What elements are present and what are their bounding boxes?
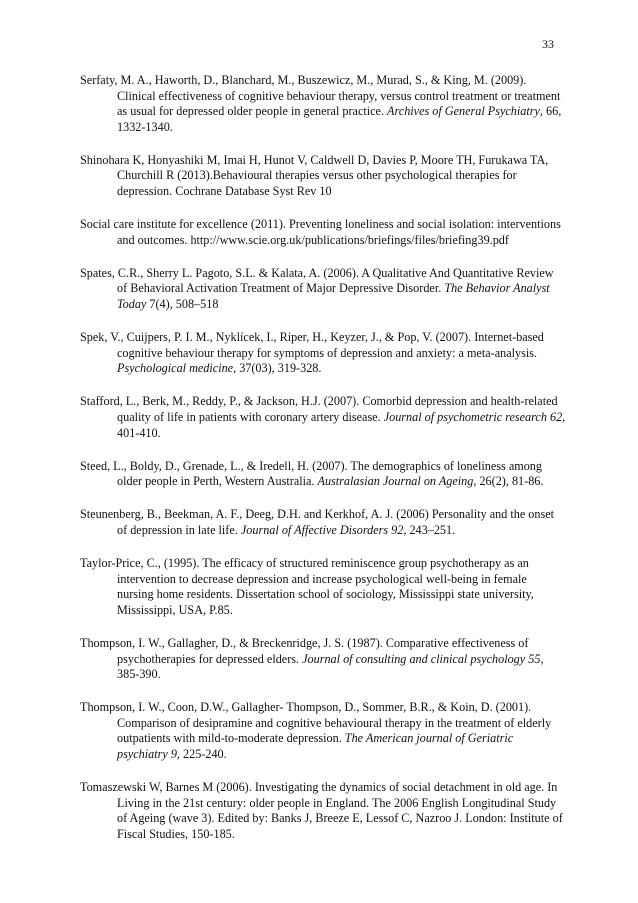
reference-source: Journal of consulting and clinical psychology 55 — [302, 651, 541, 666]
reference-entry — [80, 780, 566, 842]
page-number: 33 — [542, 37, 554, 51]
reference-entry — [80, 636, 566, 683]
reference-source: Journal of psychometric research 62, — [383, 410, 566, 424]
reference-details: 26(2), 81-86. — [476, 474, 544, 489]
reference-details: 401-410. — [117, 425, 161, 440]
reference-entry — [80, 507, 566, 538]
reference-entry — [80, 459, 566, 490]
reference-text: Spates, C.R., Sherry L. Pagoto, S.L. & Kalata, A. (2006). A Qualitative And Quantitative Review of Behavioral Activation Treatment of Major Depressive Disorder. — [80, 265, 554, 296]
reference-text: Stafford, L., Berk, M., Reddy, P., & Jackson, H.J. (2007). Comorbid depression and health-related quality of life in patients with coronary artery disease. — [80, 394, 558, 424]
reference-entry — [80, 556, 566, 618]
reference-entry — [80, 394, 566, 441]
reference-text: Spek, V., Cuijpers, P. I. M., Nyklícek, I., Riper, H., Keyzer, J., & Pop, V. (2007). Internet-based cognitive behaviour therapy for symptoms of depression and anxiety: a meta-analysis. — [80, 330, 544, 360]
reference-details: , 243–251. — [403, 522, 456, 537]
reference-entry — [80, 266, 566, 313]
reference-entry — [80, 700, 566, 762]
reference-source: The Behavior Analyst Today — [117, 281, 550, 312]
reference-source: The American journal of Geriatric psychiatry 9, — [117, 731, 514, 761]
reference-details: , 66, 1332-1340. — [117, 104, 562, 134]
reference-details: , 37(03), 319-328. — [233, 361, 322, 376]
reference-text: Thompson, I. W., Coon, D.W., Gallagher- Thompson, D., Sommer, B.R., & Koin, D. (2001). Comparison of desipramine and cognitive behavioural therapy in the treatment of elderly outpatients with mild-to-moderate depression. — [80, 700, 552, 746]
reference-text: Tomaszewski W, Barnes M (2006). Investigating the dynamics of social detachment in old age. In Living in the 21st century: older people in England. The 2006 English Longitudinal Study of Ageing (wave 3). Edited by: Banks J, Breeze E, Lessof C, Nazroo J. London: Institute of Fiscal Studies, 150-185. — [80, 780, 563, 841]
reference-source: Archives of General Psychiatry — [387, 104, 540, 119]
reference-text: Steunenberg, B., Beekman, A. F., Deeg, D.H. and Kerkhof, A. J. (2006) Personality and the onset of depression in late life. — [80, 507, 555, 537]
reference-entry — [80, 217, 566, 248]
reference-source: Australasian Journal on Ageing, — [317, 474, 477, 489]
reference-text: Thompson, I. W., Gallagher, D., & Breckenridge, J. S. (1987). Comparative effectiveness of psychotherapies for depressed elders. — [80, 635, 529, 666]
reference-text: Taylor-Price, C., (1995). The efficacy of structured reminiscence group psychotherapy as an intervention to decrease depression and increase psychological well-being in female nursing home residents. Dissertation school of sociology, Mississippi state university, Mississippi, USA, P.85. — [80, 556, 534, 617]
reference-source: Psychological medicine — [117, 361, 234, 376]
reference-details: , 385-390. — [117, 651, 544, 682]
reference-text: Serfaty, M. A., Haworth, D., Blanchard, M., Buszewicz, M., Murad, S., & King, M. (2009). Clinical effectiveness of cognitive behaviour therapy, versus control treatment or treatment as usual for depressed older people in general practice. — [80, 73, 561, 119]
reference-details: 225-240. — [179, 747, 227, 761]
reference-list — [80, 73, 566, 860]
reference-text: Social care institute for excellence (2011). Preventing loneliness and social isolation: interventions and outcomes. http://www.scie.org.uk/publications/briefings/files/briefing39.pdf — [80, 217, 561, 247]
reference-details: 7(4), 508–518 — [146, 297, 219, 312]
reference-entry — [80, 330, 566, 377]
reference-source: Journal of Affective Disorders 92 — [240, 522, 404, 537]
reference-text: Shinohara K, Honyashiki M, Imai H, Hunot V, Caldwell D, Davies P, Moore TH, Furukawa TA, Churchill R (2013).Behavioural therapies versus other psychological therapies for depression. Cochrane Database Syst Rev 10 — [80, 152, 549, 199]
reference-text: Steed, L., Boldy, D., Grenade, L., & Iredell, H. (2007). The demographics of loneliness among older people in Perth, Western Australia. — [80, 458, 542, 489]
reference-entry — [80, 73, 566, 135]
reference-entry — [80, 153, 566, 200]
